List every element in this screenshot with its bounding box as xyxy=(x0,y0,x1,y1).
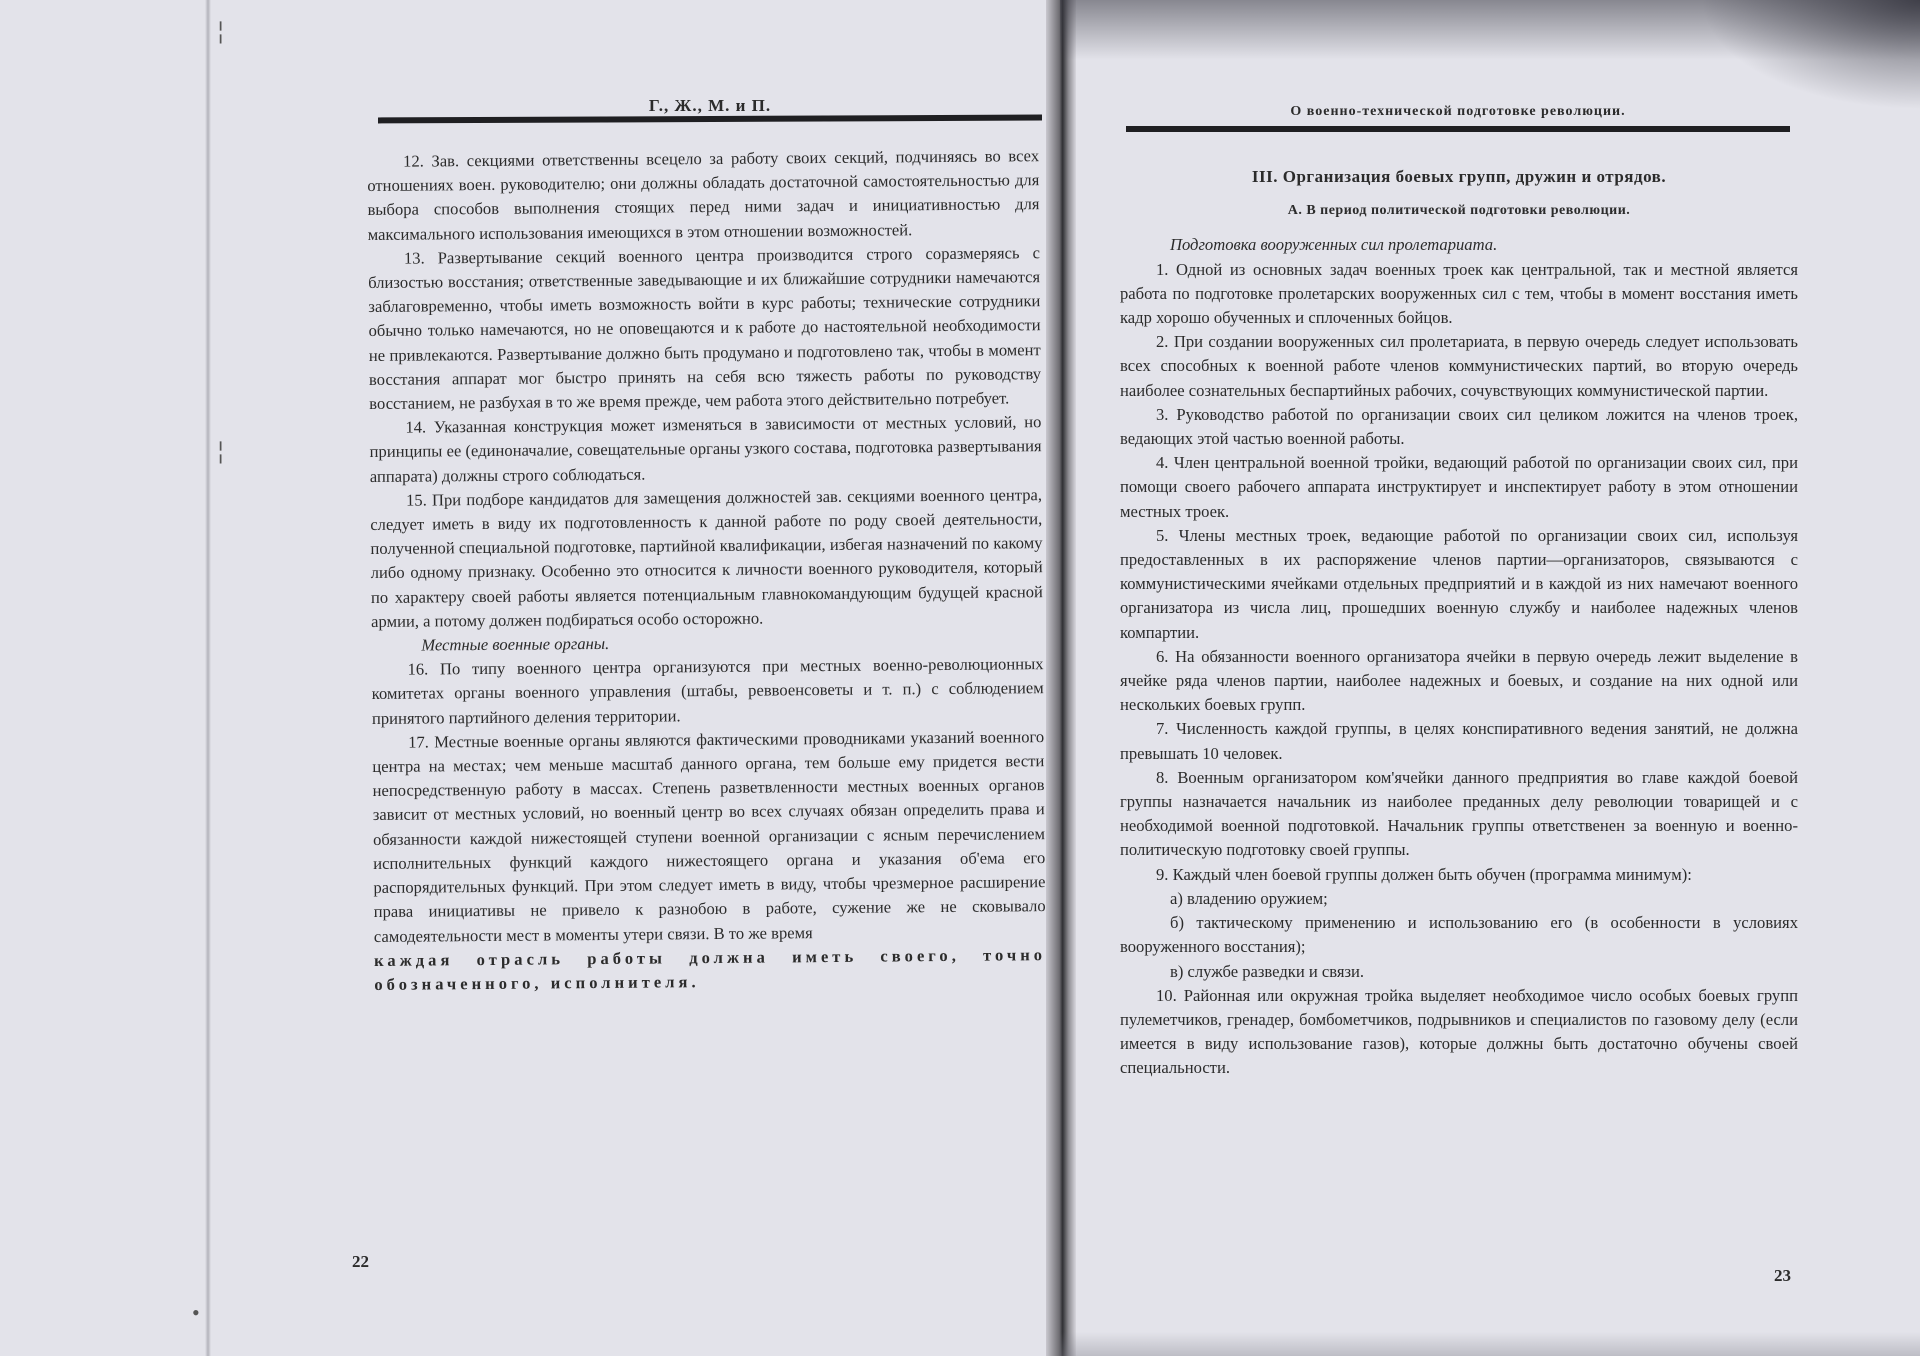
paragraph-7: 7. Численность каждой группы, в целях конспиративного ведения занятий, не должна превышать 10 человек. xyxy=(1120,719,1798,763)
subheading-proletariat-forces: Подготовка вооруженных сил пролетариата. xyxy=(1170,235,1498,255)
paragraph-15: 15. При подборе кандидатов для замещения должностей зав. секциями военного центра, следует иметь в виду их подготовленность к данной работе по роду своей деятельности, полученной специальной подготовке, партийной квалификации, избегая назначений по какому либо одному признаку. Особенно это относится к личности военного руководителя, который по характеру своей работы является потенциальным главнокомандующим будущей красной армии, а потому должен подбираться особо осторожно. xyxy=(370,484,1043,631)
paragraph-5: 5. Члены местных троек, ведающие работой по организации своих сил, используя предоставленных в их распоряжение членов партии—организаторов, связываются с коммунистическими ячейками отдельных предприятий и в каждой из них намечают военного организатора из числа лиц, прошедших военную службу и наиболее надежных членов компартии. xyxy=(1120,525,1798,642)
paragraph-8: 8. Военным организатором ком'ячейки данного предприятия во главе каждой боевой группы назначается начальник из наиболее преданных делу революции товарищей и с необходимой военной подготовкой. Начальник группы ответственен за военную и военно-политическую подготовку своей группы. xyxy=(1120,767,1798,860)
left-page-number: 22 xyxy=(352,1252,369,1271)
paragraph-10: 10. Районная или окружная тройка выделяет необходимое число особых боевых групп пулеметчиков, гренадер, бомбометчиков, подрывников и специалистов по газовому делу (если имеется в виду использование газов), которые должны быть достаточно обучены своей специальности. xyxy=(1120,985,1798,1078)
right-running-head: О военно-технической подготовке революции. xyxy=(1290,104,1626,119)
margin-speck-mark: ╎ xyxy=(214,20,228,45)
right-page-corner-shadow xyxy=(1700,0,1920,110)
paragraph-4: 4. Член центральной военной тройки, ведающий работой по организации своих сил, при помощи своего рабочего аппарата инструктирует и инспектирует работу в этом отношении местных троек. xyxy=(1120,453,1798,521)
subsection-title: А. В период политической подготовки революции. xyxy=(1287,203,1631,219)
left-page-edge-shadow xyxy=(205,0,211,1356)
book-gutter xyxy=(1046,0,1076,1356)
section-title: III. Организация боевых групп, дружин и отрядов. xyxy=(1251,167,1667,186)
right-header-rule xyxy=(1126,126,1790,132)
paragraph-6: 6. На обязанности военного организатора ячейки в первую очередь лежит выделение в ячейке ряда членов партии, наиболее надежных и боевых, и создание на них одной или нескольких боевых групп. xyxy=(1120,646,1798,715)
paragraph-17: 17. Местные военные органы являются фактическими проводниками указаний военного центра на местах; чем меньше масштаб данного органа, тем больше ему придется вести непосредственную работу в массах. Степень разветвленности местных военных органов зависит от местных условий, но военный центр во всех случаях обязан определить права и обязанности каждой нижестоящей ступени военной организации с ясным перечислением исполнительных функций каждого нижестоящего органа и указания об'ема его распорядительных функций. При этом следует иметь в виду, чтобы чрезмерное расширение права инициативы не привело к разнобою в работе, сужение же не сковывало самодеятельности мест в моменты утери связи. В то же время xyxy=(372,726,1046,946)
paragraph-9: 9. Каждый член боевой группы должен быть обучен (программа минимум): xyxy=(1156,864,1692,884)
right-page-number: 23 xyxy=(1774,1266,1791,1285)
paragraph-14: 14. Указанная конструкция может изменяться в зависимости от местных условий, но принципы ее (единоначалие, совещательные органы узкого состава, подготовка развертывания аппарата) должны строго соблюдаться. xyxy=(369,412,1042,486)
paragraph-13: 13. Развертывание секций военного центра производится строго соразмеряясь с близостью восстания; ответственные заведывающие и их ближайшие сотрудники намечаются заблаговременно, чтобы иметь возможность войти в курс работы; технические сотрудники обычно только намечаются, но не оповещаются и к работе до настоятельной необходимости не привлекаются. Развертывание должно быть продумано и подготовлено так, чтобы в момент восстания аппарат мог быстро принять на себя всю тяжесть работы по руководству восстанием, не разбухая в то же время прежде, чем работа этого действительно потребует. xyxy=(368,242,1042,414)
paragraph-16: 16. По типу военного центра организуются при местных военно-революционных комитетах органы военного управления (штабы, реввоенсоветы и т. п.) с соблюдением принятого партийного деления территории. xyxy=(371,654,1044,728)
list-item-a: а) владению оружием; xyxy=(1170,888,1328,908)
right-page-bottom-shadow xyxy=(1060,1332,1920,1356)
paragraph-17-emphasis: каждая отрасль работы должна иметь своего, точно обозначенного, исполнителя. xyxy=(373,944,1047,994)
paragraph-3: 3. Руководство работой по организации своих сил целиком ложится на членов троек, ведающих этой частью военной работы. xyxy=(1120,404,1798,449)
paragraph-12: 12. Зав. секциями ответственны всецело за работу своих секций, подчиняясь во всех отношениях воен. руководителю; они должны обладать достаточной самостоятельностью для выбора способов выполнения стоящих перед ними задач и инициативностью для максимального использования имеющихся в этом отношении возможностей. xyxy=(367,146,1040,244)
paragraph-1: 1. Одной из основных задач военных троек как центральной, так и местной является работа по подготовке пролетарских вооруженных сил с тем, чтобы в момент восстания иметь кадр хорошо обученных и сплоченных бойцов. xyxy=(1120,259,1798,328)
list-item-c: в) службе разведки и связи. xyxy=(1170,961,1365,981)
paragraph-2: 2. При создании вооруженных сил пролетариата, в первую очередь следует использовать всех способных к военной работе членов коммунистических партий, во вторую очередь наиболее сознательных беспартийных рабочих, сочувствующих коммунистической партии. xyxy=(1120,332,1798,400)
right-text-block xyxy=(1120,165,1798,1081)
left-running-head: Г., Ж., М. и П. xyxy=(648,96,772,115)
subheading-local-military-organs: Местные военные органы. xyxy=(421,633,610,655)
left-text-block xyxy=(367,144,1046,997)
list-item-b: б) тактическому применению и использованию его (в особенности в условиях вооруженного восстания); xyxy=(1120,913,1798,957)
margin-speck-mark: • xyxy=(192,1300,200,1325)
margin-speck-mark: ╎ xyxy=(214,440,228,465)
